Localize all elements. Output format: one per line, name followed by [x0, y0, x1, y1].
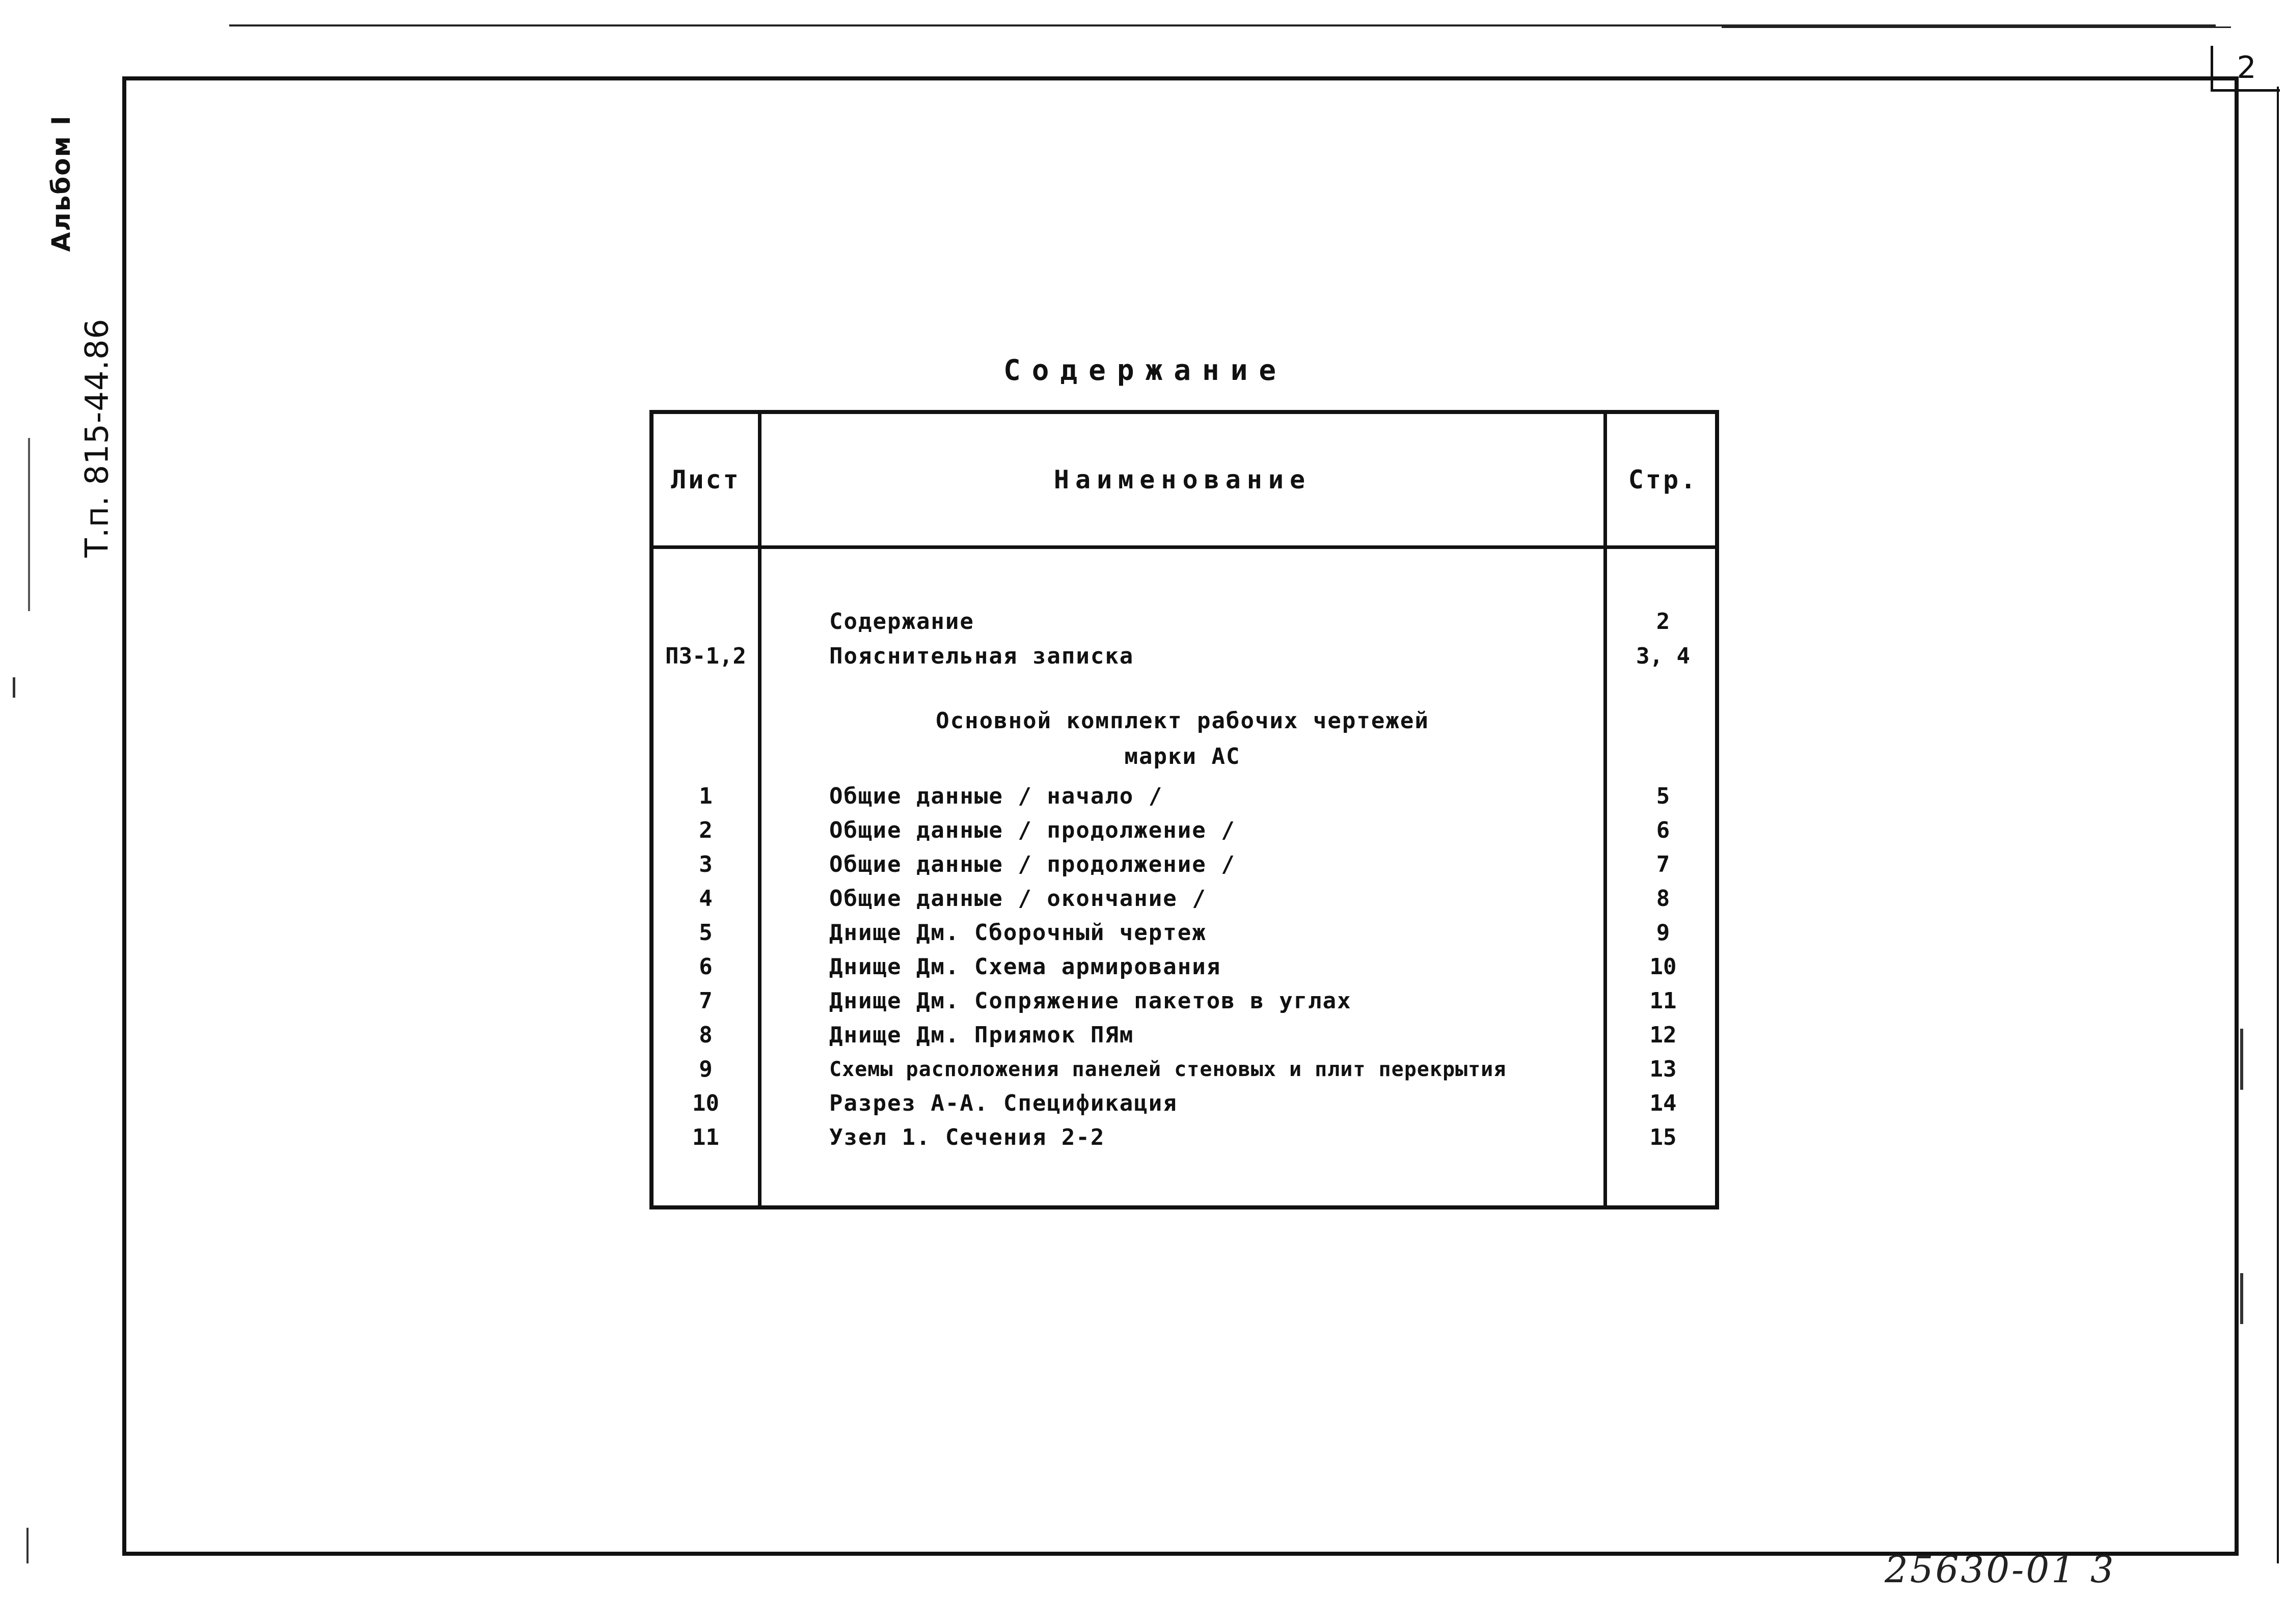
- row-sheet: 3: [699, 851, 713, 877]
- row-page: 8: [1656, 886, 1670, 912]
- table-row: [654, 605, 1715, 639]
- row-name: Днище Дм. Схема армирования: [829, 954, 1221, 980]
- row-name: Содержание: [829, 609, 974, 635]
- row-page: 5: [1656, 783, 1670, 809]
- row-sheet: ПЗ-1,2: [665, 643, 746, 669]
- table-row: [654, 780, 1715, 813]
- table-row: [654, 882, 1715, 916]
- row-page: 6: [1656, 817, 1670, 843]
- row-sheet: 5: [699, 920, 713, 946]
- row-name: Общие данные / начало /: [829, 783, 1163, 809]
- row-name: Днище Дм. Сборочный чертеж: [829, 920, 1207, 946]
- row-sheet: 6: [699, 954, 713, 980]
- row-name: Днище Дм. Приямок ПЯм: [829, 1022, 1134, 1048]
- page-title: Содержание: [1003, 354, 1288, 387]
- row-page: 7: [1656, 851, 1670, 877]
- sheet-number: 2: [2237, 49, 2256, 86]
- row-sheet: 2: [699, 817, 713, 843]
- project-code-label: Т.п. 815-44.86: [78, 318, 116, 558]
- row-name: Общие данные / продолжение /: [829, 851, 1236, 877]
- header-divider: [654, 545, 1715, 549]
- table-row: [654, 1087, 1715, 1120]
- handwritten-inventory-number: 25630-01 3: [1885, 1548, 2116, 1591]
- row-sheet: 10: [692, 1090, 719, 1116]
- table-row: [654, 640, 1715, 673]
- row-page: 12: [1649, 1022, 1677, 1048]
- row-page: 9: [1656, 920, 1670, 946]
- row-name: Схемы расположения панелей стеновых и плит перекрытия: [829, 1058, 1507, 1081]
- top-edge-line-right: [1722, 26, 2231, 28]
- row-name: Пояснительная записка: [829, 643, 1134, 669]
- table-row: [654, 950, 1715, 984]
- album-label: Альбом I: [46, 115, 76, 252]
- row-name: Днище Дм. Сопряжение пакетов в углах: [829, 988, 1352, 1014]
- header-sheet: Лист: [671, 465, 741, 494]
- section-title-line1: Основной комплект рабочих чертежей: [936, 708, 1429, 734]
- row-page: 13: [1649, 1056, 1677, 1082]
- row-sheet: 4: [699, 886, 713, 912]
- row-name: Узел 1. Сечения 2-2: [829, 1124, 1105, 1150]
- table-row: [654, 848, 1715, 882]
- row-page: 10: [1649, 954, 1677, 980]
- right-edge-line: [2277, 87, 2279, 1563]
- row-name: Разрез А-А. Спецификация: [829, 1090, 1178, 1116]
- scan-artifact: [26, 1528, 29, 1563]
- scan-artifact: [2240, 1029, 2243, 1090]
- scan-artifact: [28, 438, 30, 611]
- contents-table: [649, 410, 1719, 1209]
- sheet-number-box: [2211, 46, 2280, 92]
- row-name: Общие данные / окончание /: [829, 886, 1207, 912]
- table-row: [654, 814, 1715, 847]
- header-name: Наименование: [1053, 465, 1312, 494]
- row-page: 14: [1649, 1090, 1677, 1116]
- row-sheet: 7: [699, 988, 713, 1014]
- table-row: [654, 984, 1715, 1018]
- scan-artifact: [13, 677, 15, 698]
- row-name: Общие данные / продолжение /: [829, 817, 1236, 843]
- scan-artifact: [2240, 1273, 2243, 1324]
- row-page: 2: [1656, 609, 1670, 635]
- row-page: 15: [1649, 1124, 1677, 1150]
- row-sheet: 8: [699, 1022, 713, 1048]
- table-row: [654, 916, 1715, 950]
- row-sheet: 11: [692, 1124, 719, 1150]
- header-page: Стр.: [1628, 465, 1698, 494]
- row-page: 3, 4: [1636, 643, 1690, 669]
- section-title-line2: марки АС: [1124, 744, 1241, 769]
- table-row: [654, 1053, 1715, 1086]
- table-row: [654, 1019, 1715, 1052]
- row-sheet: 9: [699, 1056, 713, 1082]
- row-page: 11: [1649, 988, 1677, 1014]
- table-row: [654, 1121, 1715, 1154]
- row-sheet: 1: [699, 783, 713, 809]
